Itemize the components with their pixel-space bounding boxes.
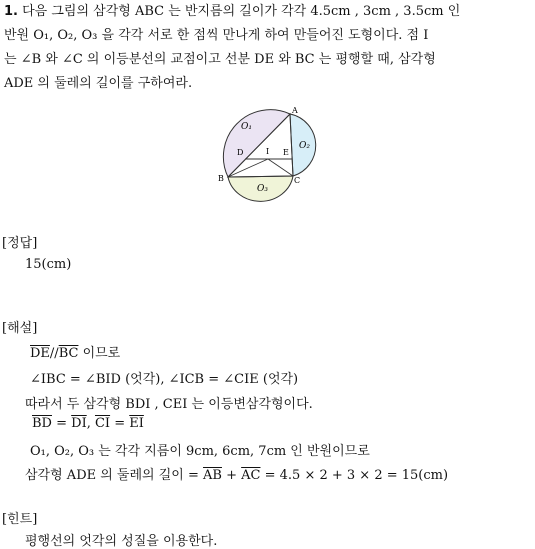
plus-sign: +	[221, 468, 242, 483]
question-line-3: 는 ∠B 와 ∠C 의 이등분선의 교점이고 선분 DE 와 BC 는 평행할 때, 삼각형	[4, 52, 436, 67]
question-line-1	[4, 0, 460, 24]
explanation-line-4	[32, 416, 144, 431]
explanation-line-1	[30, 342, 120, 361]
comma-sep: ,	[86, 416, 95, 431]
segment-di-text: $\overline{DI}$	[71, 416, 87, 431]
label-o3: O₃	[257, 184, 268, 194]
question-line-4: ADE 의 둘레의 길이를 구하여라.	[4, 76, 193, 91]
question-text-1: 다음 그림의 삼각형 ABC 는 반지름의 길이가 각각 4.5cm , 3cm , 3.5cm 인	[22, 4, 461, 19]
segment-bc-text: $\overline{BC}$	[58, 346, 79, 361]
explanation-line-5: O₁, O₂, O₃ 는 각각 지름이 9cm, 6cm, 7cm 인 반원이므로	[30, 444, 370, 459]
answer-value: 15(cm)	[25, 257, 72, 272]
label-o2: O₂	[299, 141, 310, 151]
question-number: 1.	[4, 4, 18, 19]
segment-ei-text: $\overline{EI}$	[129, 416, 144, 431]
segment-de-text: $\overline{DE}$	[30, 346, 50, 361]
explanation-line-2: ∠IBC = ∠BID (엇각), ∠ICB = ∠CIE (엇각)	[30, 372, 299, 387]
triangle-semicircle-figure	[213, 103, 330, 203]
segment-ab-text: $\overline{AB}$	[203, 468, 222, 483]
segment-ac-text: $\overline{AC}$	[241, 468, 261, 483]
segment-ci-text: $\overline{CI}$	[94, 416, 111, 431]
label-d: D	[237, 148, 244, 157]
label-c: C	[294, 176, 301, 185]
label-i: I	[266, 147, 270, 156]
label-a: A	[292, 106, 298, 115]
explanation-1-tail: 이므로	[78, 346, 121, 361]
explanation-heading: [해설]	[2, 321, 38, 336]
explanation-line-3: 따라서 두 삼각형 BDI , CEI 는 이등변삼각형이다.	[25, 397, 313, 412]
segment-bd-text: $\overline{BD}$	[32, 416, 52, 431]
explanation-line-6	[25, 464, 448, 483]
label-e: E	[283, 148, 289, 157]
label-b: B	[218, 174, 224, 183]
hint-text: 평행선의 엇각의 성질을 이용한다.	[25, 534, 218, 549]
parallel-symbol: //	[49, 346, 59, 361]
equals-2: =	[110, 416, 130, 431]
perimeter-calc: = 4.5 × 2 + 3 × 2 = 15(cm)	[260, 468, 449, 483]
segment-ci	[268, 159, 293, 176]
perimeter-label: 삼각형 ADE 의 둘레의 길이 =	[25, 468, 204, 483]
answer-heading: [정답]	[2, 236, 38, 251]
label-o1: O₁	[241, 122, 252, 132]
hint-heading: [힌트]	[2, 512, 38, 527]
question-line-2: 반원 O₁, O₂, O₃ 을 각각 서로 한 점씩 만나게 하여 만들어진 도형이다. 점 I	[4, 28, 429, 43]
equals-1: =	[51, 416, 72, 431]
